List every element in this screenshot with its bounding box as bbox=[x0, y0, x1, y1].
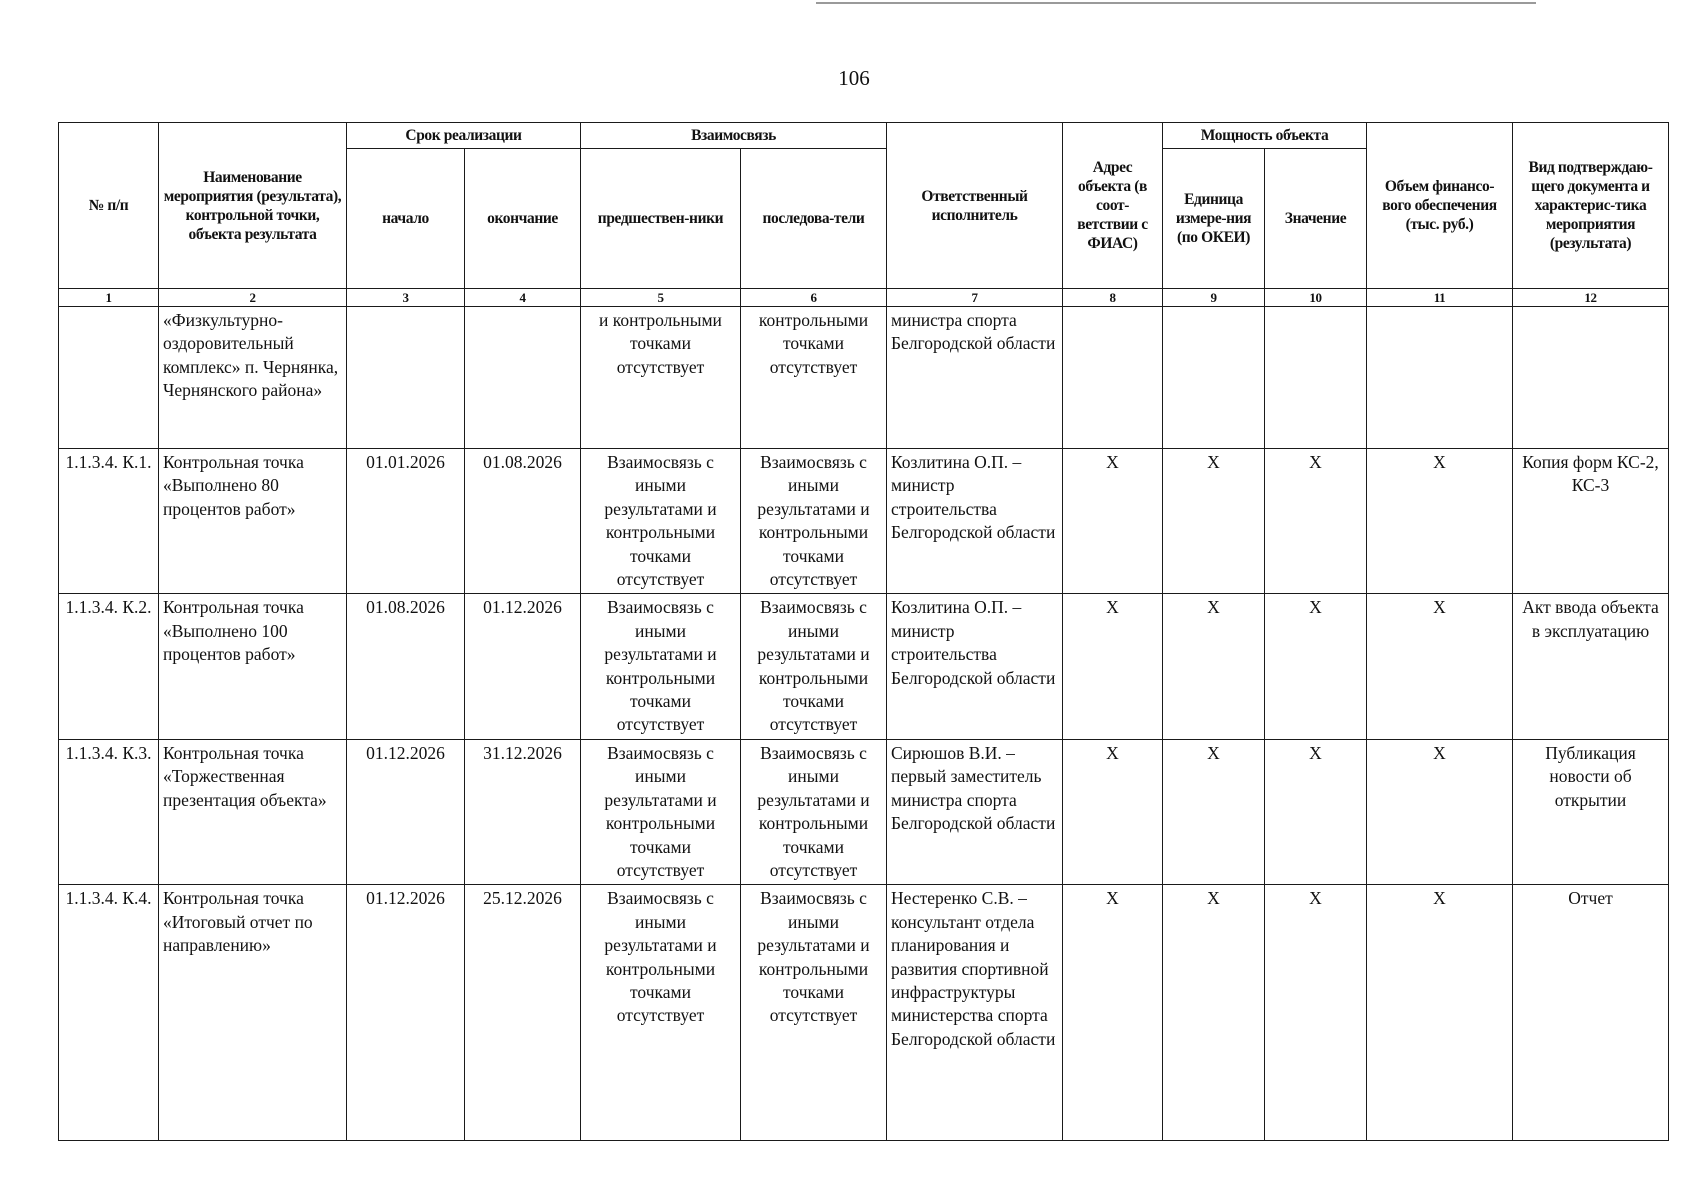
cell-successors: контрольными точками отсутствует bbox=[741, 307, 887, 449]
header-predecessors: предшествен-ники bbox=[581, 149, 741, 289]
cell-responsible: Нестеренко С.В. – консультант отдела планирования и развития спортивной инфраструктуры министерства спорта Белгородской области bbox=[887, 885, 1063, 1141]
header-unit: Единица измере-ния (по ОКЕИ) bbox=[1163, 149, 1265, 289]
column-number: 12 bbox=[1513, 289, 1669, 307]
top-border-line bbox=[816, 2, 1536, 4]
cell-name: Контрольная точка «Торжественная презентация объекта» bbox=[159, 739, 347, 884]
cell-financing: X bbox=[1367, 449, 1513, 594]
cell-num: 1.1.3.4. К.3. bbox=[59, 739, 159, 884]
column-number: 3 bbox=[347, 289, 465, 307]
column-number: 7 bbox=[887, 289, 1063, 307]
cell-document bbox=[1513, 307, 1669, 449]
cell-predecessors: и контрольными точками отсутствует bbox=[581, 307, 741, 449]
header-value: Значение bbox=[1265, 149, 1367, 289]
cell-address: X bbox=[1063, 594, 1163, 739]
cell-document: Отчет bbox=[1513, 885, 1669, 1141]
header-document: Вид подтверждаю-щего документа и характерис-тика мероприятия (результата) bbox=[1513, 123, 1669, 289]
cell-end: 01.12.2026 bbox=[465, 594, 581, 739]
plan-table bbox=[58, 122, 1669, 1141]
cell-unit: X bbox=[1163, 885, 1265, 1141]
cell-value bbox=[1265, 307, 1367, 449]
table-row bbox=[59, 307, 1669, 449]
table-row bbox=[59, 449, 1669, 594]
header-responsible: Ответственный исполнитель bbox=[887, 123, 1063, 289]
header-financing: Объем финансо-вого обеспечения (тыс. руб.) bbox=[1367, 123, 1513, 289]
table-row bbox=[59, 885, 1669, 1141]
cell-predecessors: Взаимосвязь с иными результатами и контрольными точками отсутствует bbox=[581, 885, 741, 1141]
cell-address: X bbox=[1063, 739, 1163, 884]
cell-responsible: Сирюшов В.И. – первый заместитель министра спорта Белгородской области bbox=[887, 739, 1063, 884]
header-end: окончание bbox=[465, 149, 581, 289]
cell-start bbox=[347, 307, 465, 449]
cell-value: X bbox=[1265, 885, 1367, 1141]
cell-start: 01.08.2026 bbox=[347, 594, 465, 739]
cell-num: 1.1.3.4. К.1. bbox=[59, 449, 159, 594]
header-group-link: Взаимосвязь bbox=[581, 123, 887, 149]
cell-value: X bbox=[1265, 594, 1367, 739]
cell-responsible: Козлитина О.П. – министр строительства Белгородской области bbox=[887, 449, 1063, 594]
cell-predecessors: Взаимосвязь с иными результатами и контрольными точками отсутствует bbox=[581, 449, 741, 594]
column-number: 8 bbox=[1063, 289, 1163, 307]
header-group-power: Мощность объекта bbox=[1163, 123, 1367, 149]
header-start: начало bbox=[347, 149, 465, 289]
header-successors: последова-тели bbox=[741, 149, 887, 289]
header-group-term: Срок реализации bbox=[347, 123, 581, 149]
cell-document: Копия форм КС-2, КС-3 bbox=[1513, 449, 1669, 594]
cell-end: 25.12.2026 bbox=[465, 885, 581, 1141]
cell-unit: X bbox=[1163, 449, 1265, 594]
column-number: 5 bbox=[581, 289, 741, 307]
cell-financing: X bbox=[1367, 739, 1513, 884]
cell-name: Контрольная точка «Выполнено 100 процентов работ» bbox=[159, 594, 347, 739]
table-row bbox=[59, 594, 1669, 739]
column-number: 6 bbox=[741, 289, 887, 307]
cell-document: Публикация новости об открытии bbox=[1513, 739, 1669, 884]
column-number: 10 bbox=[1265, 289, 1367, 307]
cell-end bbox=[465, 307, 581, 449]
cell-num: 1.1.3.4. К.2. bbox=[59, 594, 159, 739]
cell-unit: X bbox=[1163, 594, 1265, 739]
cell-successors: Взаимосвязь с иными результатами и контрольными точками отсутствует bbox=[741, 885, 887, 1141]
cell-successors: Взаимосвязь с иными результатами и контрольными точками отсутствует bbox=[741, 449, 887, 594]
cell-value: X bbox=[1265, 449, 1367, 594]
cell-predecessors: Взаимосвязь с иными результатами и контрольными точками отсутствует bbox=[581, 594, 741, 739]
cell-value: X bbox=[1265, 739, 1367, 884]
cell-address: X bbox=[1063, 449, 1163, 594]
cell-unit bbox=[1163, 307, 1265, 449]
cell-start: 01.01.2026 bbox=[347, 449, 465, 594]
header-name: Наименование мероприятия (результата), контрольной точки, объекта результата bbox=[159, 123, 347, 289]
cell-name: «Физкультурно-оздоровительный комплекс» п. Чернянка, Чернянского района» bbox=[159, 307, 347, 449]
column-number: 2 bbox=[159, 289, 347, 307]
cell-predecessors: Взаимосвязь с иными результатами и контрольными точками отсутствует bbox=[581, 739, 741, 884]
cell-name: Контрольная точка «Выполнено 80 процентов работ» bbox=[159, 449, 347, 594]
cell-financing: X bbox=[1367, 594, 1513, 739]
page-number: 106 bbox=[838, 66, 870, 90]
cell-financing: X bbox=[1367, 885, 1513, 1141]
column-number: 1 bbox=[59, 289, 159, 307]
column-number: 11 bbox=[1367, 289, 1513, 307]
cell-successors: Взаимосвязь с иными результатами и контрольными точками отсутствует bbox=[741, 739, 887, 884]
cell-num: 1.1.3.4. К.4. bbox=[59, 885, 159, 1141]
cell-address: X bbox=[1063, 885, 1163, 1141]
column-number: 4 bbox=[465, 289, 581, 307]
cell-responsible: министра спорта Белгородской области bbox=[887, 307, 1063, 449]
cell-num bbox=[59, 307, 159, 449]
cell-end: 01.08.2026 bbox=[465, 449, 581, 594]
column-number: 9 bbox=[1163, 289, 1265, 307]
cell-unit: X bbox=[1163, 739, 1265, 884]
cell-responsible: Козлитина О.П. – министр строительства Белгородской области bbox=[887, 594, 1063, 739]
cell-successors: Взаимосвязь с иными результатами и контрольными точками отсутствует bbox=[741, 594, 887, 739]
cell-end: 31.12.2026 bbox=[465, 739, 581, 884]
cell-start: 01.12.2026 bbox=[347, 885, 465, 1141]
table-row bbox=[59, 739, 1669, 884]
cell-financing bbox=[1367, 307, 1513, 449]
cell-address bbox=[1063, 307, 1163, 449]
cell-name: Контрольная точка «Итоговый отчет по направлению» bbox=[159, 885, 347, 1141]
cell-start: 01.12.2026 bbox=[347, 739, 465, 884]
header-address: Адрес объекта (в соот-ветствии с ФИАС) bbox=[1063, 123, 1163, 289]
cell-document: Акт ввода объекта в эксплуатацию bbox=[1513, 594, 1669, 739]
header-num: № п/п bbox=[59, 123, 159, 289]
